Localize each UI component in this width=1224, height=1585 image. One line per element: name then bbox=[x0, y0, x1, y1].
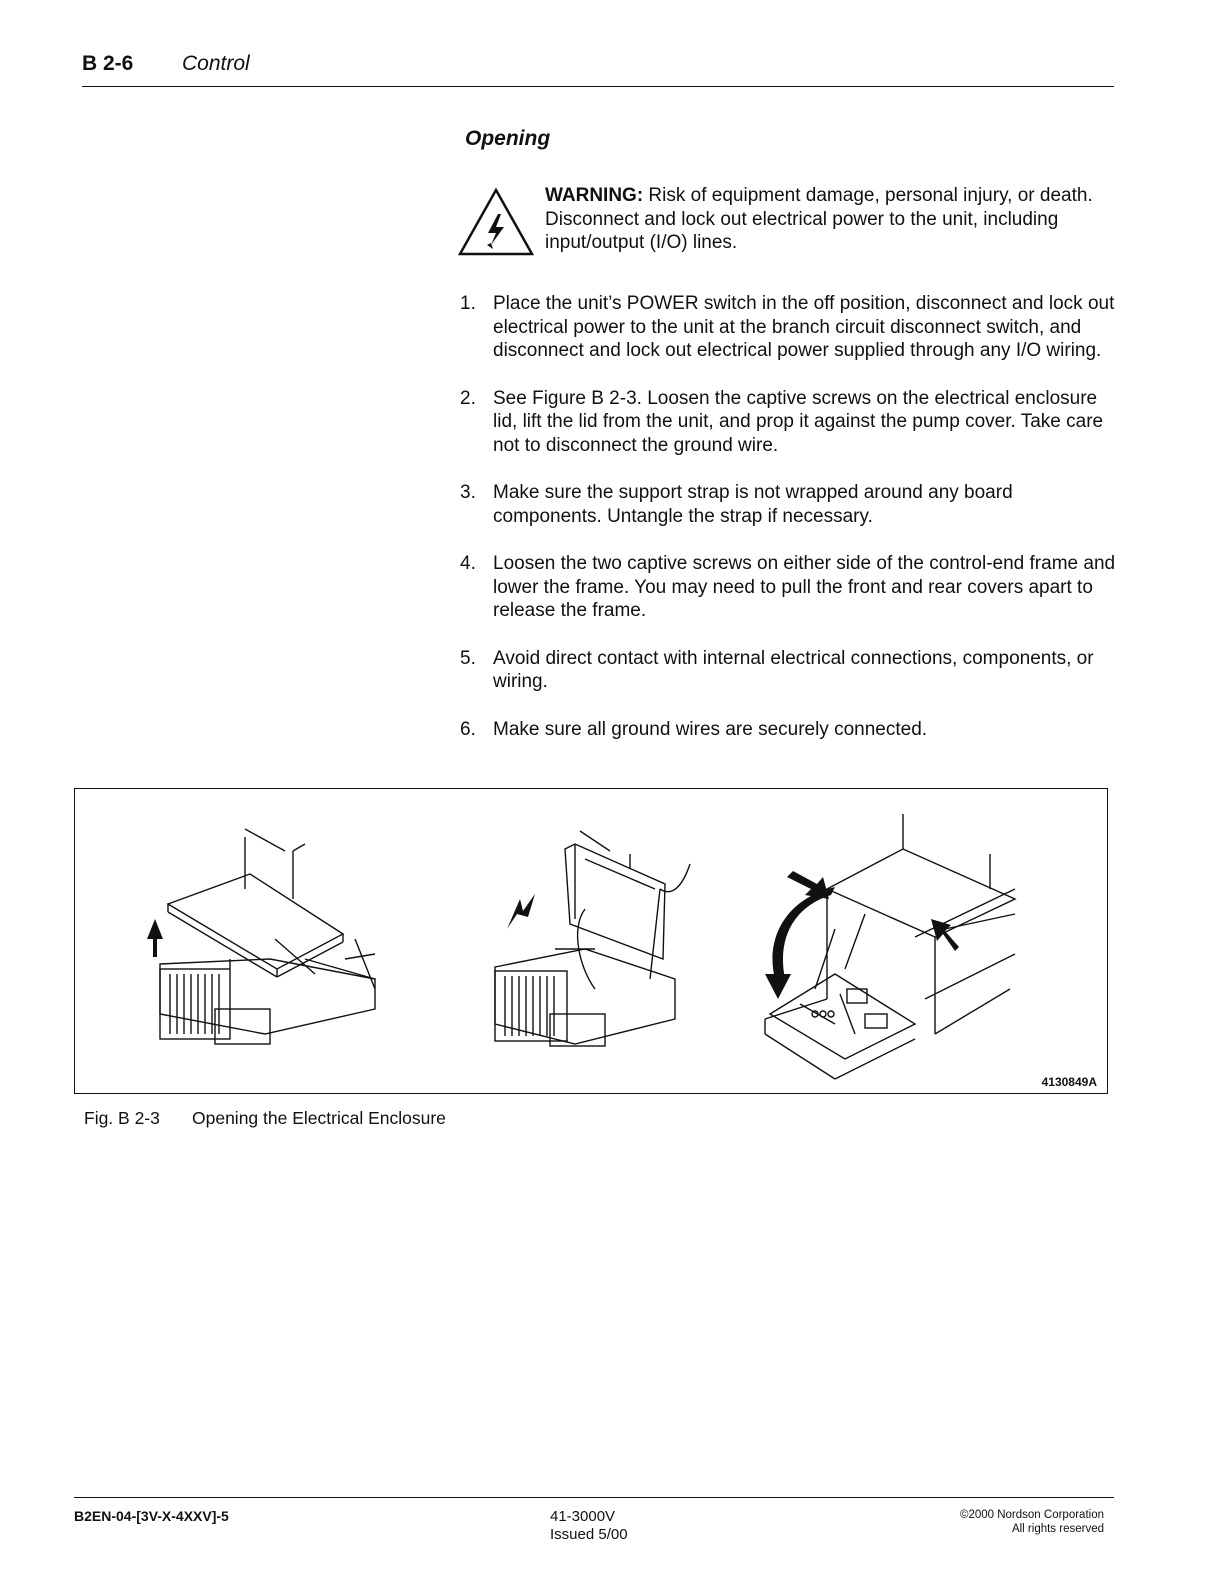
step-item bbox=[460, 647, 1120, 694]
step-text: Loosen the two captive screws on either side of the control-end frame and lower the frame. You may need to pull the front and rear covers apart to release the frame. bbox=[493, 553, 1116, 621]
step-text: Place the unit’s POWER switch in the off position, disconnect and lock out electrical power to the unit at the branch circuit disconnect switch, and disconnect and lock out electrical power supplied through any I/O wiring. bbox=[493, 293, 1115, 361]
step-item bbox=[460, 718, 1120, 742]
figure-illustration bbox=[75, 789, 1106, 1092]
arrow-rotate-icon bbox=[773, 887, 836, 979]
arrow-curve-icon bbox=[507, 894, 535, 929]
copyright-line: ©2000 Nordson Corporation bbox=[959, 1509, 1104, 1521]
warning-text: Risk of equipment damage, personal injury, or death. Disconnect and lock out electrical power to the unit, including input/output (I/O) lines. bbox=[545, 185, 1093, 253]
arrow-rotate-head-icon bbox=[765, 974, 791, 999]
step-number: 6. bbox=[460, 718, 476, 740]
copyright bbox=[960, 1508, 1104, 1536]
step-number: 1. bbox=[460, 293, 476, 314]
panel-prop-lid bbox=[495, 831, 690, 1046]
step-item bbox=[460, 481, 1120, 528]
step-item bbox=[460, 552, 1120, 623]
warning-label: WARNING: bbox=[545, 185, 644, 206]
step-item bbox=[460, 387, 1120, 458]
figure-arrows bbox=[147, 871, 959, 999]
page-footer bbox=[74, 1497, 1114, 1543]
figure-opening-enclosure bbox=[74, 788, 1108, 1094]
caption-label: Fig. B 2-3 bbox=[84, 1108, 160, 1128]
step-text: Make sure the support strap is not wrapped around any board components. Untangle the strap if necessary. bbox=[493, 482, 1013, 527]
figure-caption bbox=[84, 1108, 446, 1129]
step-item bbox=[460, 292, 1120, 363]
step-number: 4. bbox=[460, 553, 476, 574]
subsection-heading: Opening bbox=[465, 127, 551, 150]
arrow-up-icon bbox=[147, 919, 163, 957]
step-number: 2. bbox=[460, 387, 476, 409]
manual-number bbox=[550, 1508, 628, 1544]
panel-lift-lid bbox=[160, 829, 375, 1044]
warning-message bbox=[545, 184, 1105, 255]
electrical-hazard-triangle-icon bbox=[458, 187, 534, 257]
caption-text: Opening the Electrical Enclosure bbox=[192, 1108, 446, 1128]
step-number: 3. bbox=[460, 482, 476, 503]
document-code: B2EN-04-[3V-X-4XXV]-5 bbox=[74, 1508, 229, 1524]
figure-id: 4130849A bbox=[1041, 1075, 1097, 1089]
step-text: Make sure all ground wires are securely connected. bbox=[493, 718, 928, 740]
section-title: Control bbox=[182, 52, 250, 75]
issue-date: Issued 5/00 bbox=[550, 1526, 628, 1543]
panel-lower-frame bbox=[765, 814, 1015, 1079]
part-number: 41-3000V bbox=[550, 1508, 616, 1525]
step-text: Avoid direct contact with internal electrical connections, components, or wiring. bbox=[493, 647, 1094, 692]
procedure-steps bbox=[460, 292, 1120, 765]
rights-line: All rights reserved bbox=[1011, 1523, 1104, 1535]
page-header bbox=[82, 52, 1114, 87]
step-number: 5. bbox=[460, 647, 476, 669]
section-number: B 2-6 bbox=[82, 52, 134, 75]
step-text: See Figure B 2-3. Loosen the captive screws on the electrical enclosure lid, lift the lid from the unit, and prop it against the pump cover. Take care not to disconnect the ground wire. bbox=[493, 387, 1104, 456]
